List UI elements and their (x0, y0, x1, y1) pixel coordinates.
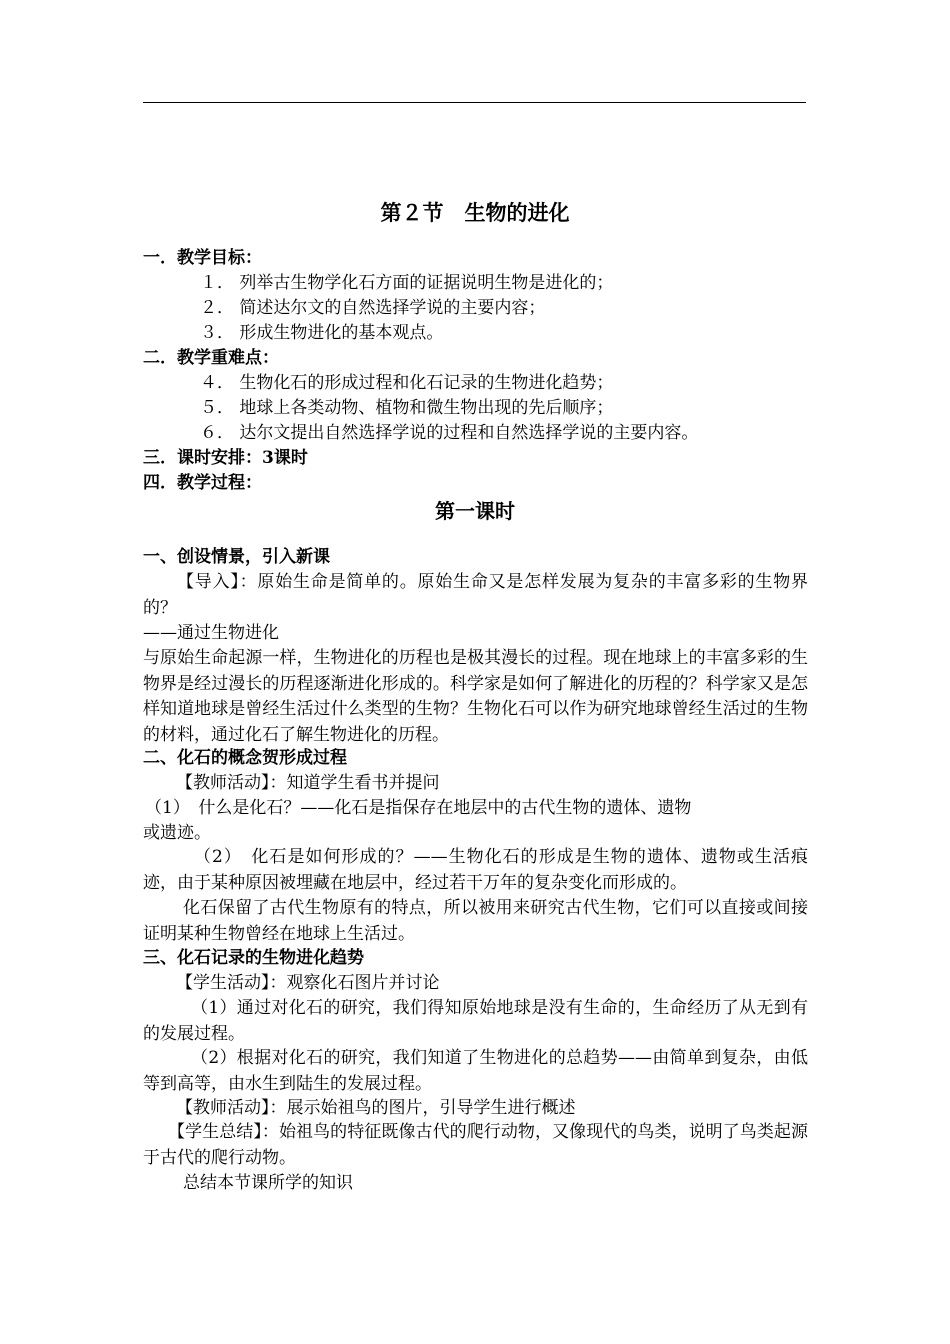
key-point-item: ４． 生物化石的形成过程和化石记录的生物进化趋势； (200, 373, 614, 393)
key-points-heading: 二．教学重难点： (143, 348, 279, 368)
key-point-item: ５． 地球上各类动物、植物和微生物出现的先后顺序； (200, 398, 614, 418)
lesson-title: 第一课时 (435, 499, 515, 523)
objective-item: ３． 形成生物进化的基本观点。 (200, 323, 444, 343)
closing-line: 总结本节课所学的知识 (183, 1173, 353, 1193)
page-title: 第２节 生物的进化 (380, 200, 570, 225)
student-point-1: （1）通过对化石的研究，我们得知原始地球是没有生命的，生命经历了从无到有的发展过程。 (143, 998, 808, 1044)
header-rule (143, 102, 806, 103)
fossil-note: 化石保留了古代生物原有的特点，所以被用来研究古代生物，它们可以直接或间接证明某种生物曾经在地球上生活过。 (143, 898, 808, 944)
teacher-activity-2: 【教师活动】：展示始祖鸟的图片，引导学生进行概述 (176, 1098, 576, 1118)
process-heading: 四．教学过程： (143, 473, 262, 493)
intro-paragraph: 【导入】：原始生命是简单的。原始生命又是怎样发展为复杂的丰富多彩的生物界的？ (143, 572, 808, 618)
student-point-2: （2）根据对化石的研究，我们知道了生物进化的总趋势——由简单到复杂，由低等到高等，由水生到陆生的发展过程。 (143, 1048, 808, 1094)
teacher-activity: 【教师活动】：知道学生看书并提问 (176, 773, 440, 793)
section-heading-2: 二、化石的概念贺形成过程 (143, 748, 347, 768)
key-point-item: ６． 达尔文提出自然选择学说的过程和自然选择学说的主要内容。 (200, 423, 699, 443)
student-activity: 【学生活动】：观察化石图片并讨论 (176, 973, 440, 993)
evolution-paragraph: 与原始生命起源一样，生物进化的历程也是极其漫长的过程。现在地球上的丰富多彩的生物界是经过漫长的历程逐渐进化形成的。科学家是如何了解进化的历程的？科学家又是怎样知道地球是曾经生活过什么类型的生物？生物化石可以作为研究地球曾经生活过的生物的材料，通过化石了解生物进化的历程。 (143, 648, 808, 745)
student-summary: 【学生总结】：始祖鸟的特征既像古代的爬行动物，又像现代的鸟类，说明了鸟类起源于古代的爬行动物。 (143, 1122, 808, 1168)
schedule-heading: 三．课时安排：3课时 (143, 448, 308, 468)
question-1-cont: 或遗迹。 (143, 823, 211, 843)
objective-item: ２． 简述达尔文的自然选择学说的主要内容； (200, 298, 546, 318)
question-1: （1） 什么是化石？——化石是指保存在地层中的古代生物的遗体、遗物 (145, 798, 692, 818)
objective-item: １． 列举古生物学化石方面的证据说明生物是进化的； (200, 273, 614, 293)
question-2: （2） 化石是如何形成的？——生物化石的形成是生物的遗体、遗物或生活痕迹，由于某种原因被埋藏在地层中，经过若干万年的复杂变化而形成的。 (143, 847, 808, 893)
section-heading-3: 三、化石记录的生物进化趋势 (143, 948, 364, 968)
dash-line: ——通过生物进化 (143, 623, 279, 643)
objectives-heading: 一．教学目标： (143, 248, 262, 268)
section-heading-1: 一、创设情景，引入新课 (143, 547, 330, 567)
